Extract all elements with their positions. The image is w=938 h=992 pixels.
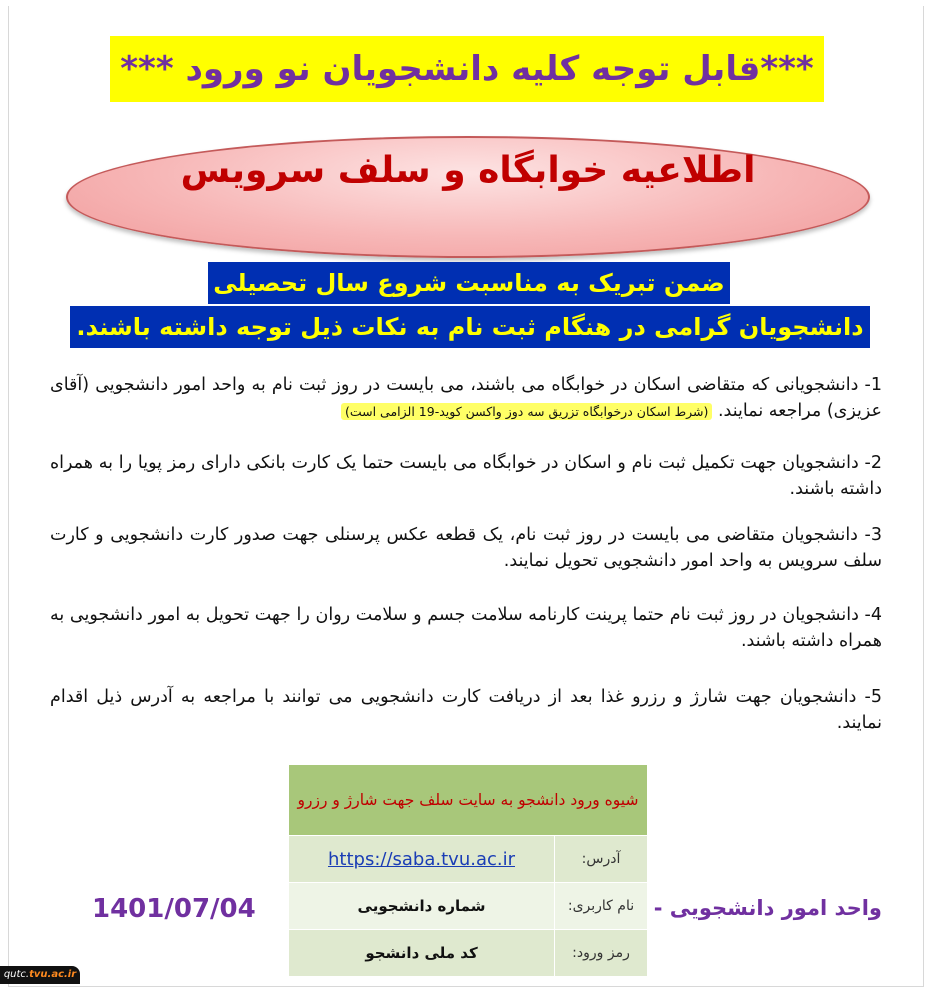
self-service-link[interactable]: https://saba.tvu.ac.ir [328, 848, 515, 870]
intro-line-2: دانشجویان گرامی در هنگام ثبت نام به نکات ذیل توجه داشته باشند. [70, 306, 870, 348]
notice-item-5: 5- دانشجویان جهت شارژ و رزرو غذا بعد از دریافت کارت دانشجویی می توانند با مراجعه به آدرس ذیل اقدام نمایند. [50, 687, 882, 733]
watermark-domain: tvu.ac.ir [29, 969, 77, 980]
notice-item-3: 3- دانشجویان متقاضی می بایست در روز ثبت نام، یک قطعه عکس پرسنلی جهت صدور کارت دانشجویی و کارت سلف سرویس به واحد امور دانشجویی تحویل نمایند. [50, 525, 882, 571]
address-label: آدرس: [555, 836, 648, 883]
username-value: شماره دانشجویی [289, 883, 555, 930]
vaccine-note: (شرط اسکان درخوابگاه تزریق سه دوز واکسن کوید-19 الزامی است) [341, 403, 712, 420]
department-signature: واحد امور دانشجویی - [653, 896, 882, 920]
watermark-prefix: qutc. [3, 969, 30, 980]
notice-item-2: 2- دانشجویان جهت تکمیل ثبت نام و اسکان در خوابگاه می بایست حتما یک کارت بانکی دارای رمز پویا را به همراه داشته باشند. [50, 453, 882, 499]
site-watermark [0, 966, 80, 984]
notice-item-1-text: 1- دانشجویانی که متقاضی اسکان در خوابگاه می باشند، می بایست در روز ثبت نام به واحد امور دانشجویی (آقای عزیزی) مراجعه نمایند. [50, 375, 882, 421]
notice-item-1 [50, 372, 882, 425]
table-row [289, 930, 648, 977]
announcement-banner: ***قابل توجه کلیه دانشجویان نو ورود *** [110, 36, 824, 102]
table-header: شیوه ورود دانشجو به سایت سلف جهت شارژ و رزرو [289, 765, 648, 836]
login-info-table [288, 764, 648, 977]
page-title: اطلاعیه خوابگاه و سلف سرویس [180, 150, 756, 191]
password-label: رمز ورود: [555, 930, 648, 977]
intro-line-1: ضمن تبریک به مناسبت شروع سال تحصیلی [208, 262, 730, 304]
table-row [289, 836, 648, 883]
notice-item-4: 4- دانشجویان در روز ثبت نام حتما پرینت کارنامه سلامت جسم و سلامت روان را جهت تحویل به امور دانشجویی به همراه داشته باشند. [50, 605, 882, 651]
announcement-date: 1401/07/04 [92, 894, 256, 924]
password-value: کد ملی دانشجو [289, 930, 555, 977]
username-label: نام کاربری: [555, 883, 648, 930]
table-row [289, 883, 648, 930]
